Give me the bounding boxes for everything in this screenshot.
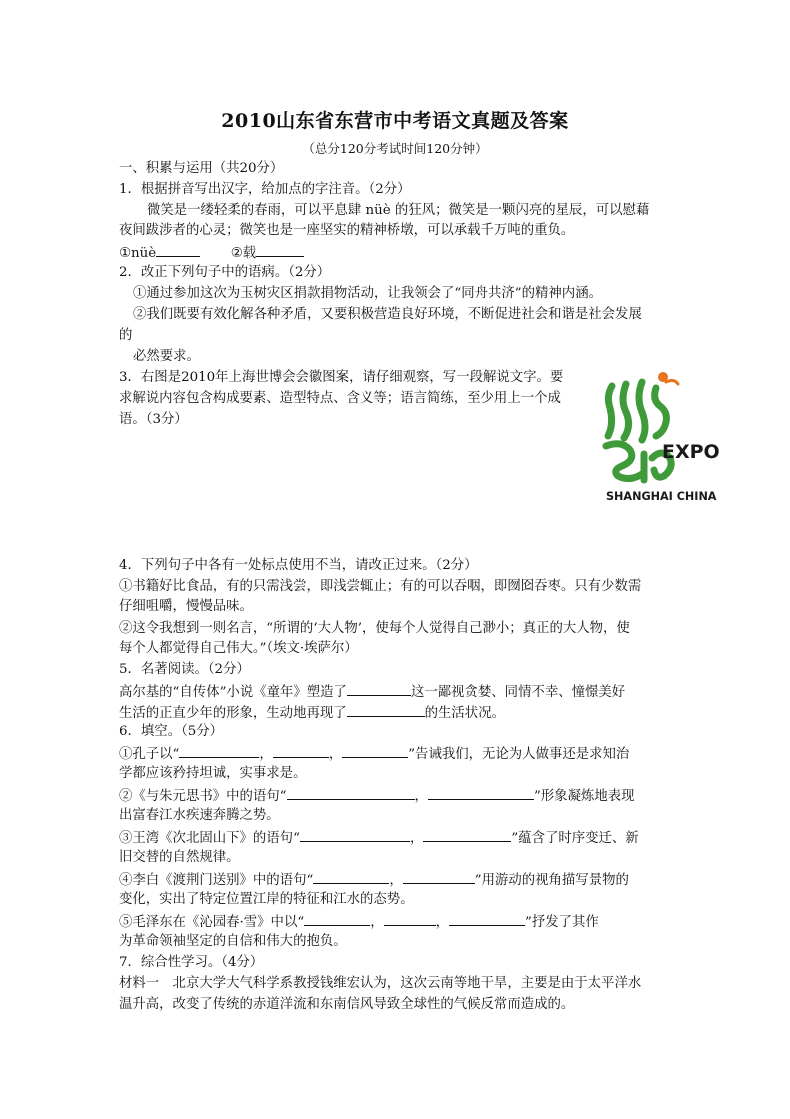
q5-stem: 5．名著阅读。（2分） bbox=[119, 662, 250, 677]
q1-answer-2-label: ②载 bbox=[230, 246, 257, 261]
q3-line3: 语。（3分） bbox=[119, 412, 188, 427]
q6-a-text: ①孔子以“ bbox=[119, 747, 180, 762]
q5-line2-text-b: 的生活状况。 bbox=[424, 706, 505, 721]
q2-sentence-1: ①通过参加这次为玉树灾区捐款捐物活动，让我领会了“同舟共济”的精神内涵。 bbox=[133, 286, 602, 301]
q6-item-d-line2: 变化，实出了特定位置江岸的特征和江水的态势。 bbox=[119, 892, 414, 907]
q5-line2 bbox=[119, 703, 505, 723]
q3-line1: 3．右图是2010年上海世博会会徽图案，请仔细观察，写一段解说文字。要 bbox=[119, 370, 564, 385]
q7-material-1-line2: 温升高，改变了传统的赤道洋流和东南信风导致全球性的气候反常而造成的。 bbox=[119, 997, 575, 1012]
q6-a-blank-3[interactable] bbox=[342, 744, 408, 758]
q7-stem: 7．综合性学习。（4分） bbox=[119, 955, 264, 970]
q6-b-blank-2[interactable] bbox=[428, 786, 534, 800]
q6-d-text-end: ”用游动的视角描写景物的 bbox=[474, 873, 629, 888]
q6-item-a-line2: 学都应该矜持坦诚，实事求是。 bbox=[119, 766, 307, 781]
q6-c-blank-2[interactable] bbox=[423, 828, 511, 842]
q4-sentence-2-line1: ②这令我想到一则名言，“所谓的‘大人物’，使每个人觉得自己渺小；真正的大人物，使 bbox=[119, 621, 630, 636]
q6-b-text: ②《与朱元思书》中的语句“ bbox=[119, 789, 287, 804]
q6-e-text: ⑤毛泽东在《沁园春·雪》中以“ bbox=[119, 915, 305, 930]
q2-sentence-2-line2: 的 bbox=[119, 328, 133, 343]
q6-e-blank-2[interactable] bbox=[384, 912, 436, 926]
q1-text-line2: 夜间跋涉者的心灵；微笑也是一座坚实的精神桥墩，可以承载千万吨的重负。 bbox=[119, 223, 575, 238]
q6-d-blank-1[interactable] bbox=[313, 870, 389, 884]
q6-e-blank-1[interactable] bbox=[304, 912, 370, 926]
expo-logo-word: EXPO bbox=[662, 441, 720, 463]
q6-item-b-line1 bbox=[119, 786, 635, 806]
q6-c-blank-1[interactable] bbox=[300, 828, 410, 842]
expo-2010-logo bbox=[596, 366, 726, 506]
expo-logo-city: SHANGHAI CHINA bbox=[606, 490, 717, 503]
q5-line2-text-a: 生活的正直少年的形象，生动地再现了 bbox=[119, 706, 347, 721]
page-title: 2010山东省东营市中考语文真题及答案 bbox=[221, 110, 569, 132]
q6-b-comma: ， bbox=[414, 789, 428, 804]
q6-a-comma-2: ， bbox=[328, 747, 343, 762]
q5-blank-2[interactable] bbox=[347, 703, 425, 717]
q6-a-text-end: ”告诫我们，无论为人做事还是求知治 bbox=[408, 747, 630, 762]
q4-stem: 4．下列句子中各有一处标点使用不当，请改正过来。（2分） bbox=[119, 558, 478, 573]
q1-answers bbox=[119, 243, 304, 263]
q6-stem: 6．填空。（5分） bbox=[119, 724, 224, 739]
q6-item-b-line2: 出富春江水疾速奔腾之势。 bbox=[119, 808, 280, 823]
q6-e-text-end: ”抒发了其作 bbox=[524, 915, 599, 930]
q6-b-blank-1[interactable] bbox=[287, 786, 415, 800]
q6-item-e-line2: 为革命领袖坚定的自信和伟大的抱负。 bbox=[119, 934, 347, 949]
q6-c-text: ③王湾《次北固山下》的语句“ bbox=[119, 831, 300, 846]
q1-answer-1-label: ①nüè bbox=[119, 246, 157, 261]
q6-item-d-line1 bbox=[119, 870, 629, 890]
q6-d-text: ④李白《渡荆门送别》中的语句“ bbox=[119, 873, 314, 888]
q3-line2: 求解说内容包含构成要素、造型特点、含义等；语言简练，至少用上一个成 bbox=[119, 391, 561, 406]
q6-e-comma-2: ， bbox=[435, 915, 449, 930]
q6-a-blank-2[interactable] bbox=[273, 744, 329, 758]
section-heading: 一、积累与运用（共20分） bbox=[119, 161, 284, 176]
exam-subtitle: （总分120分考试时间120分钟） bbox=[302, 141, 488, 156]
q2-sentence-2-line3: 必然要求。 bbox=[133, 349, 200, 364]
q6-a-comma-1: ， bbox=[259, 747, 273, 762]
q2-stem: 2．改正下列句子中的语病。（2分） bbox=[119, 265, 331, 280]
q6-item-c-line1 bbox=[119, 828, 639, 848]
q6-item-c-line2: 旧交替的自然规律。 bbox=[119, 850, 240, 865]
q5-line1-text-a: 高尔基的“自传体”小说《童年》塑造了 bbox=[119, 685, 347, 700]
q6-c-text-end: ”蕴含了时序变迁、新 bbox=[511, 831, 639, 846]
q1-stem: 1．根据拼音写出汉字，给加点的字注音。（2分） bbox=[119, 182, 411, 197]
q1-answer-2-blank[interactable] bbox=[256, 243, 304, 257]
q6-e-blank-3[interactable] bbox=[449, 912, 525, 926]
q6-c-comma: ， bbox=[409, 831, 424, 846]
q5-line1 bbox=[119, 682, 625, 702]
q2-sentence-2-line1: ②我们既要有效化解各种矛盾，又要积极营造良好环境，不断促进社会和谐是社会发展 bbox=[133, 307, 642, 322]
q6-d-blank-2[interactable] bbox=[403, 870, 475, 884]
q6-b-text-end: ”形象凝炼地表现 bbox=[533, 789, 635, 804]
q6-a-blank-1[interactable] bbox=[179, 744, 259, 758]
q6-e-comma-1: ， bbox=[370, 915, 384, 930]
q7-material-1-line1: 材料一 北京大学大气科学系教授钱维宏认为，这次云南等地干旱，主要是由于太平洋水 bbox=[119, 976, 642, 991]
q6-item-e-line1 bbox=[119, 912, 599, 932]
q4-sentence-1-line2: 仔细咀嚼，慢慢品味。 bbox=[119, 599, 253, 614]
q4-sentence-2-line2: 每个人都觉得自己伟大。”（埃文·埃萨尔） bbox=[119, 641, 358, 656]
q5-blank-1[interactable] bbox=[347, 682, 411, 696]
q1-answer-1-blank[interactable] bbox=[156, 243, 200, 257]
expo-logo-emblem-icon bbox=[606, 382, 671, 480]
q5-line1-text-b: 这一鄙视贪婪、同情不幸、憧憬美好 bbox=[410, 685, 626, 700]
q6-item-a-line1 bbox=[119, 744, 629, 764]
q1-text-line1: 微笑是一缕轻柔的春雨，可以平息肆 nüè 的狂风；微笑是一颗闪亮的星辰，可以慰藉 bbox=[147, 203, 650, 218]
q4-sentence-1-line1: ①书籍好比食品，有的只需浅尝，即浅尝辄止；有的可以吞咽，即囫囵吞枣。只有少数需 bbox=[119, 579, 642, 594]
q6-d-comma: ， bbox=[389, 873, 403, 888]
